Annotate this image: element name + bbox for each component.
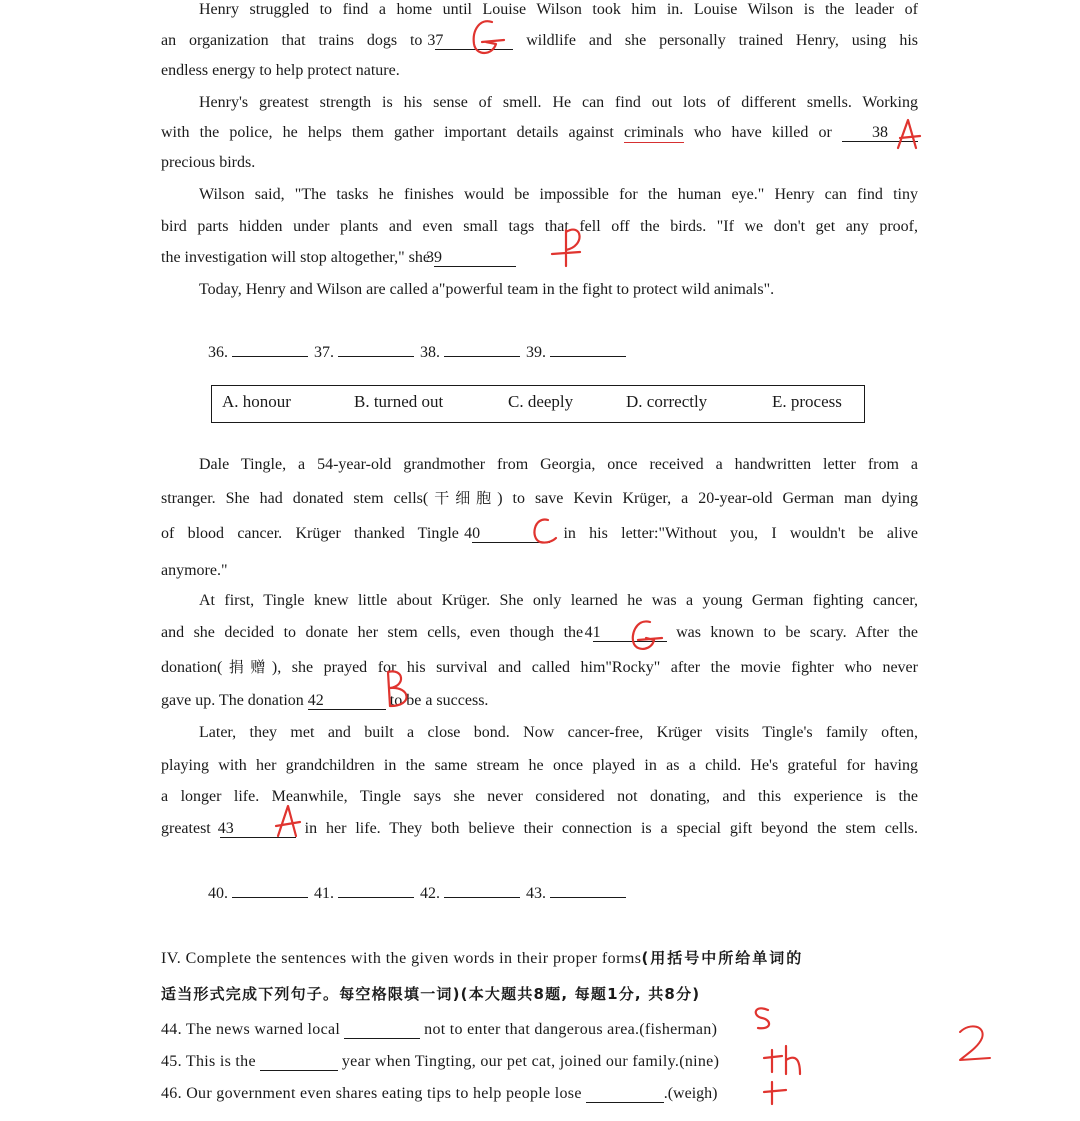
answer-39[interactable]: 39. bbox=[526, 340, 626, 365]
passage-b-line-11: a longer life. Meanwhile, Tingle says she never considered not donating, and this experience is the bbox=[161, 788, 918, 805]
answer-36[interactable]: 36. bbox=[208, 340, 308, 365]
passage-a-line-2: an organization that trains dogs to 37 wildlife and she personally trained Henry, using his bbox=[161, 32, 918, 49]
blank-41[interactable]: 41 bbox=[593, 624, 667, 642]
word-bank-option-a: A. honour bbox=[222, 392, 291, 411]
passage-a-line-5: with the police, he helps them gather important details against criminals who have killed or 38 bbox=[161, 121, 918, 145]
passage-b-line-8: gave up. The donation 42 to be a success. bbox=[161, 692, 489, 709]
passage-b-line-2: stranger. She had donated stem cells(干细胞) to save Kevin Krüger, a 20-year-old German man dying bbox=[161, 489, 919, 507]
blank-37[interactable]: 37 bbox=[435, 32, 513, 50]
passage-b-line-7: donation(捐赠), she prayed for his survival and called him"Rocky" after the movie fighter who never bbox=[161, 658, 918, 676]
answer-41[interactable]: 41. bbox=[314, 881, 414, 906]
passage-b-line-12: greatest 43 in her life. They both believe their connection is a special gift beyond the stem cells. bbox=[161, 820, 919, 837]
word-bank bbox=[211, 385, 865, 423]
passage-a-line-10: Today, Henry and Wilson are called a"powerful team in the fight to protect wild animals". bbox=[199, 281, 775, 298]
passage-a-line-3: endless energy to help protect nature. bbox=[161, 62, 400, 79]
blank-39[interactable]: 39 bbox=[434, 249, 516, 267]
passage-a-line-6: precious birds. bbox=[161, 154, 256, 171]
passage-b-line-10: playing with her grandchildren in the same stream he once played in as a child. He's grateful for having bbox=[161, 757, 918, 774]
blank-38[interactable]: 38 bbox=[842, 124, 918, 142]
word-bank-option-d: D. correctly bbox=[626, 392, 708, 411]
answer-row-b bbox=[208, 881, 628, 905]
answer-43[interactable]: 43. bbox=[526, 881, 626, 906]
blank-44[interactable] bbox=[344, 1021, 420, 1039]
passage-a-line-4: Henry's greatest strength is his sense of smell. He can find out lots of different smells. Working bbox=[199, 94, 918, 111]
blank-43[interactable]: 43 bbox=[220, 820, 296, 838]
word-bank-option-e: E. process bbox=[772, 392, 842, 411]
passage-a-line-1: Henry struggled to find a home until Louise Wilson took him in. Louise Wilson is the leader of bbox=[199, 1, 918, 18]
word-bank-option-c: C. deeply bbox=[508, 392, 574, 411]
section-4-heading: IV. Complete the sentences with the given words in their proper forms(用括号中所给单词的 bbox=[161, 949, 804, 967]
section-4-heading-2: 适当形式完成下列句子。每空格限填一词)(本大题共8题, 每题1分, 共8分) bbox=[161, 985, 701, 1003]
blank-46[interactable] bbox=[586, 1085, 664, 1103]
handwritten-score bbox=[960, 1026, 990, 1060]
passage-b-line-1: Dale Tingle, a 54-year-old grandmother from Georgia, once received a handwritten letter from a bbox=[199, 456, 918, 473]
answer-42[interactable]: 42. bbox=[420, 881, 520, 906]
answer-40[interactable]: 40. bbox=[208, 881, 308, 906]
passage-b-line-4: anymore." bbox=[161, 562, 228, 579]
passage-b-line-3: of blood cancer. Krüger thanked Tingle 40 in his letter:"Without you, I wouldn't be alive bbox=[161, 525, 919, 542]
question-44: 44. The news warned local not to enter that dangerous area.(fisherman) bbox=[161, 1021, 718, 1038]
blank-45[interactable] bbox=[260, 1053, 338, 1071]
passage-b-line-6: and she decided to donate her stem cells, even though the 41 was known to be scary. After the bbox=[161, 624, 918, 641]
question-46: 46. Our government even shares eating tips to help people lose .(weigh) bbox=[161, 1085, 718, 1102]
blank-42[interactable]: 42 bbox=[308, 692, 386, 710]
passage-b-line-5: At first, Tingle knew little about Krüger. She only learned he was a young German fighting cancer, bbox=[199, 592, 918, 609]
answer-row-a bbox=[208, 340, 628, 364]
question-45: 45. This is the year when Tingting, our pet cat, joined our family.(nine) bbox=[161, 1053, 720, 1070]
word-bank-option-b: B. turned out bbox=[354, 392, 444, 411]
answer-37[interactable]: 37. bbox=[314, 340, 414, 365]
passage-a-line-7: Wilson said, "The tasks he finishes would be impossible for the human eye." Henry can find tiny bbox=[199, 186, 918, 203]
passage-b-line-9: Later, they met and built a close bond. Now cancer-free, Krüger visits Tingle's family often, bbox=[199, 724, 918, 741]
passage-a-line-8: bird parts hidden under plants and even small tags that fell off the birds. "If we don't get any proof, bbox=[161, 218, 918, 235]
blank-40[interactable]: 40 bbox=[472, 525, 550, 543]
answer-38[interactable]: 38. bbox=[420, 340, 520, 365]
passage-a-line-9: the investigation will stop altogether," she 39 bbox=[161, 246, 918, 270]
